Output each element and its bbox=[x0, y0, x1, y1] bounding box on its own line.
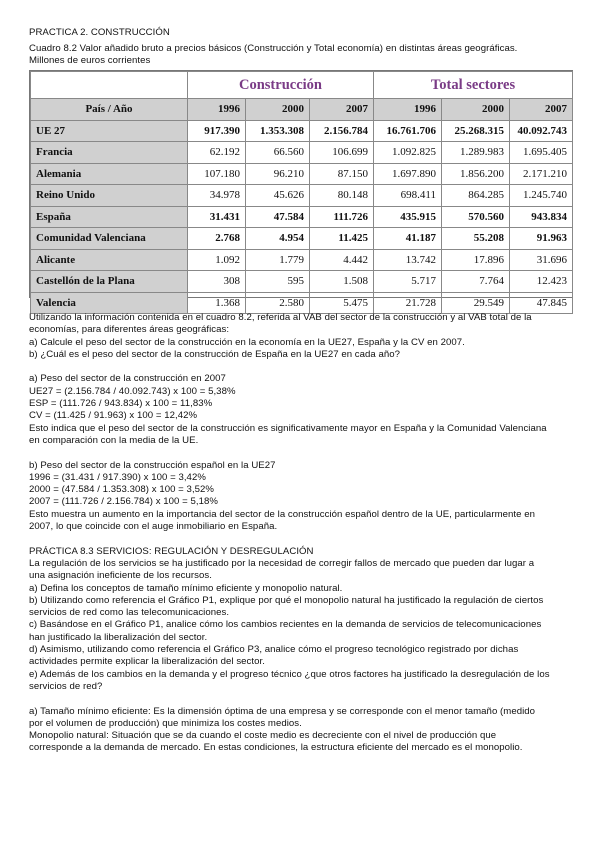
table-cell: 1.697.890 bbox=[374, 163, 442, 185]
table-cell: 595 bbox=[246, 271, 310, 293]
text-line: e) Además de los cambios en la demanda y el progreso técnico ¿que otros factores ha justificado la desregulación de los bbox=[29, 668, 550, 680]
text-line: por el volumen de producción) que minimiza los costes medios. bbox=[29, 717, 302, 729]
blank-line bbox=[29, 361, 574, 373]
table-cell: 864.285 bbox=[442, 185, 510, 207]
text-line: a) Tamaño mínimo eficiente: Es la dimensión óptima de una empresa y se corresponde con el menor tamaño (medido bbox=[29, 705, 536, 717]
table-row bbox=[31, 249, 573, 271]
table-cell: 2.156.784 bbox=[310, 120, 374, 142]
text-line: b) ¿Cuál es el peso del sector de la construcción de España en la UE27 en cada año? bbox=[29, 348, 401, 360]
year-header: 1996 bbox=[374, 99, 442, 121]
table-cell: 111.726 bbox=[310, 206, 374, 228]
table-cell: 2.768 bbox=[188, 228, 246, 250]
table-cell: 41.187 bbox=[374, 228, 442, 250]
table-cell: 87.150 bbox=[310, 163, 374, 185]
text-line: b) Peso del sector de la construcción español en la UE27 bbox=[29, 459, 276, 471]
blank-line bbox=[29, 533, 574, 545]
text-line: Utilizando la información contenida en el cuadro 8.2, referida al VAB del sector de la construcción y al VAB total de la bbox=[29, 312, 532, 323]
table-cell: 107.180 bbox=[188, 163, 246, 185]
table-cell: 47.584 bbox=[246, 206, 310, 228]
text-line: corresponde a la demanda de mercado. En estas condiciones, la estructura eficiente del mercado es el monopolio. bbox=[29, 742, 523, 754]
year-header: 2000 bbox=[442, 99, 510, 121]
country-name: Francia bbox=[31, 142, 188, 164]
group-header-construction: Construcción bbox=[188, 72, 374, 99]
table-cell: 80.148 bbox=[310, 185, 374, 207]
table-cell: 45.626 bbox=[246, 185, 310, 207]
table-cell: 1.353.308 bbox=[246, 120, 310, 142]
country-name: Castellón de la Plana bbox=[31, 271, 188, 293]
table-row bbox=[31, 228, 573, 250]
country-name: España bbox=[31, 206, 188, 228]
table-cell: 47.845 bbox=[510, 292, 573, 314]
table-cell: 1.245.740 bbox=[510, 185, 573, 207]
text-line: UE27 = (2.156.784 / 40.092.743) x 100 = 5,38% bbox=[29, 385, 236, 397]
table-cell: 1.368 bbox=[188, 292, 246, 314]
table-cell: 943.834 bbox=[510, 206, 573, 228]
country-name: Valencia bbox=[31, 292, 188, 314]
table-row bbox=[31, 163, 573, 185]
table-row bbox=[31, 185, 573, 207]
text-line: ESP = (111.726 / 943.834) x 100 = 11,83% bbox=[29, 398, 213, 410]
blank-line bbox=[29, 693, 574, 705]
text-line: d) Asimismo, utilizando como referencia el Gráfico P3, analice cómo el progreso tecnológico registrado por dichas bbox=[29, 644, 519, 656]
table-cell: 13.742 bbox=[374, 249, 442, 271]
text-line: Esto indica que el peso del sector de la construcción es significativamente mayor en España y la Comunidad Valenciana bbox=[29, 422, 547, 434]
year-header: 2007 bbox=[510, 99, 573, 121]
table-cell: 2.171.210 bbox=[510, 163, 573, 185]
country-name: Comunidad Valenciana bbox=[31, 228, 188, 250]
text-line: Esto muestra un aumento en la importancia del sector de la construcción español dentro de la UE, particularmente en bbox=[29, 508, 535, 520]
table-cell: 12.423 bbox=[510, 271, 573, 293]
table-cell: 31.696 bbox=[510, 249, 573, 271]
year-header: 2007 bbox=[310, 99, 374, 121]
text-line: actividades permite explicar la liberalización del sector. bbox=[29, 656, 265, 668]
text-line: servicios de red? bbox=[29, 680, 103, 692]
table-cell: 5.717 bbox=[374, 271, 442, 293]
table-cell: 11.425 bbox=[310, 228, 374, 250]
country-name: Alemania bbox=[31, 163, 188, 185]
table-cell: 1.289.983 bbox=[442, 142, 510, 164]
page-heading: PRACTICA 2. CONSTRUCCIÓN bbox=[29, 27, 170, 38]
text-line: c) Basándose en el Gráfico P1, analice cómo los cambios recientes en la demanda de servicios de telecomunicaciones bbox=[29, 619, 542, 631]
text-line: 2007, lo que coincide con el auge inmobiliario en España. bbox=[29, 521, 278, 533]
text-line: 1996 = (31.431 / 917.390) x 100 = 3,42% bbox=[29, 471, 206, 483]
text-line: 2000 = (47.584 / 1.353.308) x 100 = 3,52% bbox=[29, 484, 215, 496]
table-cell: 698.411 bbox=[374, 185, 442, 207]
table-cell: 1.508 bbox=[310, 271, 374, 293]
table-cell: 917.390 bbox=[188, 120, 246, 142]
table-cell: 1.092.825 bbox=[374, 142, 442, 164]
text-line: 2007 = (111.726 / 2.156.784) x 100 = 5,18% bbox=[29, 496, 218, 508]
table-cell: 40.092.743 bbox=[510, 120, 573, 142]
table-cell: 435.915 bbox=[374, 206, 442, 228]
year-header: 2000 bbox=[246, 99, 310, 121]
text-line: han justificado la liberalización del sector. bbox=[29, 631, 208, 643]
table-cell: 1.856.200 bbox=[442, 163, 510, 185]
caption-line: Millones de euros corrientes bbox=[29, 55, 151, 67]
group-header-row bbox=[31, 72, 573, 99]
group-header-total: Total sectores bbox=[374, 72, 573, 99]
text-line: economías, para diferentes áreas geográficas: bbox=[29, 324, 230, 336]
table-body bbox=[31, 72, 573, 314]
table-cell: 1.092 bbox=[188, 249, 246, 271]
table-cell: 96.210 bbox=[246, 163, 310, 185]
text-line: La regulación de los servicios se ha justificado por la necesidad de corregir fallos de mercado que pueden dar lugar a bbox=[29, 557, 535, 569]
table-cell: 34.978 bbox=[188, 185, 246, 207]
body-text bbox=[29, 312, 574, 755]
row-header-label: País / Año bbox=[31, 99, 188, 121]
caption-line: Cuadro 8.2 Valor añadido bruto a precios básicos (Construcción y Total economía) en distintas áreas geográficas. bbox=[29, 43, 518, 54]
country-name: Reino Unido bbox=[31, 185, 188, 207]
year-header: 1996 bbox=[188, 99, 246, 121]
table-cell: 106.699 bbox=[310, 142, 374, 164]
table-cell: 4.442 bbox=[310, 249, 374, 271]
table-cell: 66.560 bbox=[246, 142, 310, 164]
text-line: a) Peso del sector de la construcción en 2007 bbox=[29, 373, 226, 385]
table-cell: 570.560 bbox=[442, 206, 510, 228]
table-row bbox=[31, 120, 573, 142]
table-row bbox=[31, 271, 573, 293]
text-line: en comparación con la media de la UE. bbox=[29, 434, 199, 446]
table-cell: 25.268.315 bbox=[442, 120, 510, 142]
table-cell: 91.963 bbox=[510, 228, 573, 250]
text-line: PRÁCTICA 8.3 SERVICIOS: REGULACIÓN Y DESREGULACIÓN bbox=[29, 545, 314, 557]
vab-table-grid bbox=[30, 71, 573, 314]
table-cell: 7.764 bbox=[442, 271, 510, 293]
year-header-row bbox=[31, 99, 573, 121]
text-line: a) Defina los conceptos de tamaño mínimo eficiente y monopolio natural. bbox=[29, 582, 343, 594]
table-cell: 308 bbox=[188, 271, 246, 293]
table-row bbox=[31, 142, 573, 164]
text-line: CV = (11.425 / 91.963) x 100 = 12,42% bbox=[29, 410, 198, 422]
table-cell: 16.761.706 bbox=[374, 120, 442, 142]
text-line: servicios de red como las telecomunicaciones. bbox=[29, 607, 230, 619]
text-line: Monopolio natural: Situación que se da cuando el coste medio es decreciente con el nivel de producción que bbox=[29, 730, 497, 742]
blank-line bbox=[29, 447, 574, 459]
table-row bbox=[31, 206, 573, 228]
table-cell: 55.208 bbox=[442, 228, 510, 250]
table-cell: 31.431 bbox=[188, 206, 246, 228]
text-line: una asignación ineficiente de los recursos. bbox=[29, 570, 212, 582]
table-cell: 17.896 bbox=[442, 249, 510, 271]
text-line: b) Utilizando como referencia el Gráfico P1, explique por qué el monopolio natural ha justificado la regulación de ciertos bbox=[29, 594, 544, 606]
text-line: a) Calcule el peso del sector de la construcción en la economía en la UE27, España y la CV en 2007. bbox=[29, 336, 465, 348]
blank-corner bbox=[31, 72, 188, 99]
table-row bbox=[31, 292, 573, 314]
table-cell: 21.728 bbox=[374, 292, 442, 314]
table-cell: 1.779 bbox=[246, 249, 310, 271]
country-name: UE 27 bbox=[31, 120, 188, 142]
vab-table bbox=[29, 70, 573, 309]
country-name: Alicante bbox=[31, 249, 188, 271]
table-cell: 5.475 bbox=[310, 292, 374, 314]
table-cell: 62.192 bbox=[188, 142, 246, 164]
table-cell: 1.695.405 bbox=[510, 142, 573, 164]
table-cell: 29.549 bbox=[442, 292, 510, 314]
table-caption bbox=[29, 43, 517, 68]
table-cell: 4.954 bbox=[246, 228, 310, 250]
table-cell: 2.580 bbox=[246, 292, 310, 314]
